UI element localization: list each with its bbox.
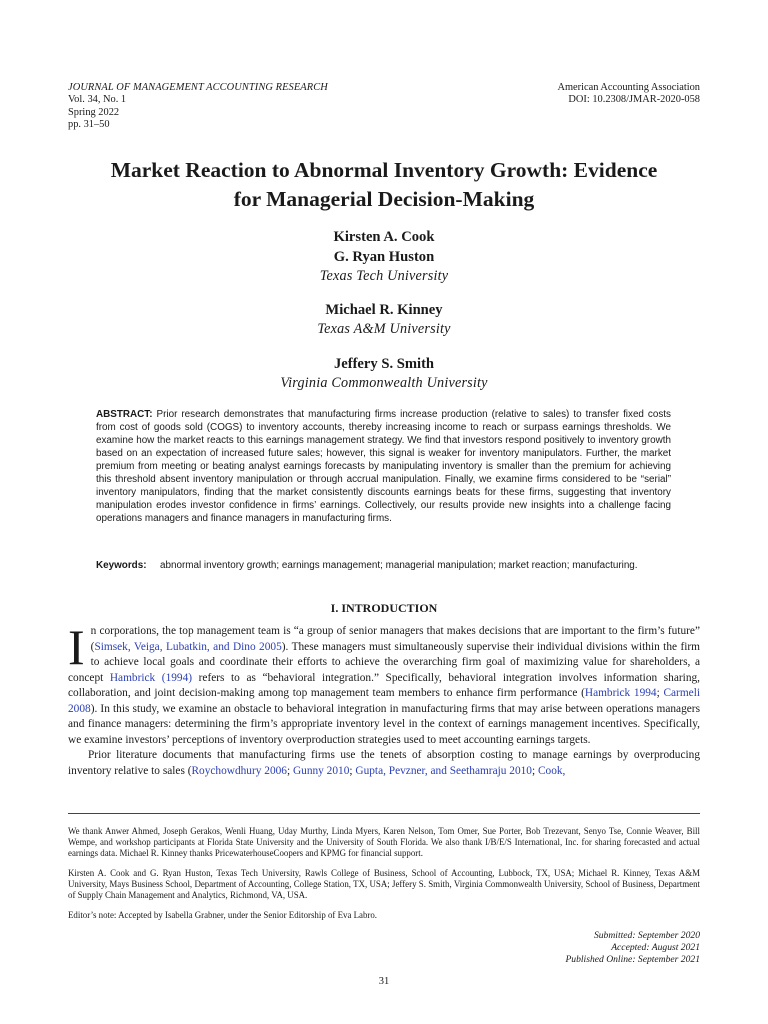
citation-link[interactable]: Cook, (537, 764, 566, 777)
footnote-affiliations: Kirsten A. Cook and G. Ryan Huston, Texas Tech University, Rawls College of Business, School of Accounting, Lubbock, TX, USA; Michael R. Kinney, Texas A&M University, Mays Business School, Department of Accounting, College Station, TX, USA; Jeffery S. Smith, Virginia Commonwealth University, School of Business, Department of Supply Chain Management and Analytics, Richmond, VA, USA. (68, 868, 700, 901)
keywords-text: abnormal inventory growth; earnings management; managerial manipulation; market reaction; manufacturing. (160, 560, 638, 571)
keywords (96, 560, 671, 573)
footnote-divider (68, 813, 700, 814)
journal-issue: Spring 2022 (68, 106, 120, 118)
publisher-info (557, 82, 700, 107)
paragraph: Prior literature documents that manufacturing firms use the tenets of absorption costing to manage earnings by overproducing inventory relative to sales (Roychowdhury 2006; Gunny 2010; Gupta, Pevzner, and Seethamraju 2010; Cook, (68, 749, 700, 777)
citation-link[interactable]: Carmeli 2008 (68, 687, 700, 715)
author-name: G. Ryan Huston (333, 248, 435, 265)
author-name: Jeffery S. Smith (333, 355, 435, 372)
body-text (68, 619, 700, 779)
abstract-label: ABSTRACT: (96, 409, 153, 420)
publisher-name: American Accounting Association (557, 82, 700, 93)
author-block (100, 228, 668, 394)
title-line-1: Market Reaction to Abnormal Inventory Growth: Evidence (110, 158, 658, 182)
citation-link[interactable]: Simsek, Veiga, Lubatkin, and Dino 2005 (94, 640, 282, 653)
journal-pages: pp. 31–50 (68, 118, 110, 130)
article-title (50, 156, 718, 214)
citation-link[interactable]: Roychowdhury 2006 (191, 764, 287, 777)
journal-name: JOURNAL OF MANAGEMENT ACCOUNTING RESEARCH (68, 82, 328, 93)
footnote-editor-note: Editor’s note: Accepted by Isabella Grabner, under the Senior Editorship of Eva Labro. (68, 910, 378, 920)
journal-info (68, 82, 328, 131)
citation-link[interactable]: Hambrick (1994) (109, 671, 193, 684)
citation-link[interactable]: Hambrick 1994 (584, 687, 657, 700)
abstract-text: Prior research demonstrates that manufacturing firms increase production (relative to sales) to transfer fixed costs from cost of goods sold (COGS) to inventory accounts, thereby increasing income to reach or surpass earnings thresholds. We examine how the market reacts to this earnings management strategy. We find that investors respond positively to inventory growth based on an expectation of increased future sales; however, this signal is weaker for inventory manipulators. Further, the market premium from meeting or beating analyst earnings forecasts by manipulating inventory is smaller than the premium for achieving this threshold absent inventory manipulation or through accrual manipulation. Finally, we examine firms considered to be “serial” inventory manipulators, finding that the market consistently discounts earnings beats for these firms, suggesting that inventory manipulation erodes investor confidence in firms’ earnings. Collectively, our results provide new insights into a challenge facing operations managers and finance managers in manufacturing firms. (96, 409, 671, 525)
title-line-2: for Managerial Decision-Making (233, 187, 535, 211)
submitted-date: Submitted: September 2020 (593, 930, 700, 941)
drop-cap: I (68, 619, 85, 675)
footnote-acknowledgments: We thank Anwer Ahmed, Joseph Gerakos, Wenli Huang, Uday Murthy, Linda Myers, Karen Nelson, Tom Omer, Sue Porter, Bob Trezevant, Senyo Tse, Connie Weaver, Bill Wempe, and workshop participants at Florida State University and the University of South Florida. We also thank I/B/E/S International, Inc. for sharing forecasted and actual earnings data. Michael R. Kinney thanks PricewaterhouseCoopers and KPMG for financial support. (68, 826, 700, 859)
accepted-date: Accepted: August 2021 (611, 941, 700, 953)
keywords-label: Keywords: (96, 560, 147, 571)
author-affiliation: Texas Tech University (319, 268, 449, 284)
page-number: 31 (378, 976, 390, 987)
publication-dates (565, 930, 700, 965)
section-heading: I. INTRODUCTION (330, 601, 438, 615)
abstract (96, 408, 671, 525)
doi[interactable]: DOI: 10.2308/JMAR-2020-058 (568, 94, 700, 106)
author-affiliation: Virginia Commonwealth University (280, 375, 488, 391)
citation-link[interactable]: Gupta, Pevzner, and Seethamraju 2010 (355, 764, 532, 777)
author-affiliation: Texas A&M University (317, 321, 451, 337)
journal-volume: Vol. 34, No. 1 (68, 94, 127, 106)
author-name: Michael R. Kinney (325, 301, 443, 318)
citation-link[interactable]: Gunny 2010 (292, 764, 350, 777)
published-date: Published Online: September 2021 (565, 953, 700, 965)
paragraph: In corporations, the top management team is “a group of senior managers that makes decisions that are important to the firm’s future” (Simsek, Veiga, Lubatkin, and Dino 2005). These managers must simultaneously supervise their individual divisions within the firm to achieve local goals and coordinate their efforts to achieve the overarching firm goal of maximizing value for shareholders, a concept Hambrick (1994) refers to as “behavioral integration.” Specifically, behavioral integration involves information sharing, collaboration, and joint decision-making among top management team members to enhance firm performance (Hambrick 1994; Carmeli 2008). In this study, we examine an obstacle to behavioral integration in manufacturing firms that may arise between operations managers and finance managers: determining the firm’s appropriate inventory level in the context of earnings management incentives. Specifically, we examine investors’ perceptions of inventory overproduction strategies used to meet accounting earnings targets. (68, 619, 700, 746)
author-name: Kirsten A. Cook (333, 229, 435, 245)
